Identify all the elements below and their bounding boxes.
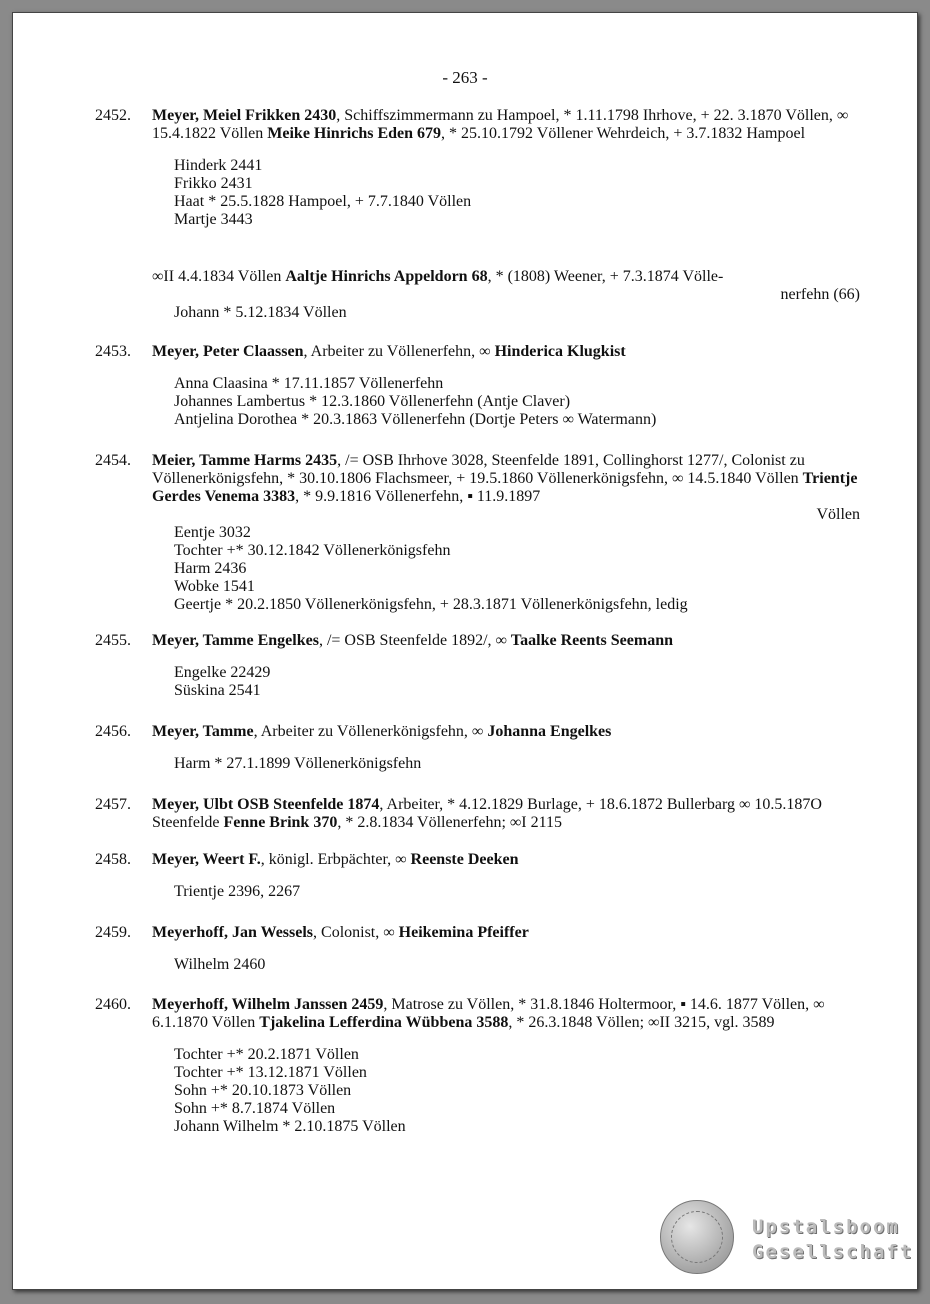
child-item: Wilhelm 2460 [174, 956, 266, 973]
entry-heading [152, 452, 860, 506]
entry-text: , * (1808) Weener, + 7.3.1874 Völle- [487, 268, 724, 285]
seal-inner-ring [671, 1211, 723, 1263]
person-name: Meyer, Weert F. [152, 851, 261, 868]
child-item: Haat * 25.5.1828 Hampoel, + 7.7.1840 Völlen [174, 193, 472, 210]
logo-line-2: Gesellschaft [752, 1241, 914, 1263]
entry-text: , * 25.10.1792 Völlener Wehrdeich, + 3.7.1832 Hampoel [441, 125, 806, 142]
person-name: Meyerhoff, Jan Wessels [152, 924, 314, 941]
entry-text: , /= OSB Steenfelde 1892/, ∞ [318, 632, 511, 649]
entry-continuation: Völlen [816, 506, 860, 523]
entry-heading [152, 343, 860, 361]
entry-heading [152, 723, 860, 741]
children-list [174, 755, 860, 773]
entry-heading [152, 796, 860, 832]
children-list [174, 664, 860, 700]
entry-number: 2455. [95, 632, 131, 649]
child-item: Trientje 2396, 2267 [174, 883, 301, 900]
entry-text: , Schiffszimmermann zu Hampoel, * 1.11.1798 Ihrhove, + 22. 3.1870 Völlen, ∞ 15.4.1822 Völlen [152, 107, 849, 142]
person-name: Taalke Reents Seemann [510, 632, 674, 649]
entry-text: , * 2.8.1834 Völlenerfehn; ∞I 2115 [337, 814, 563, 831]
person-name: Meyerhoff, Wilhelm Janssen 2459 [152, 996, 384, 1013]
entry-heading [152, 924, 860, 942]
entry-number: 2456. [95, 723, 131, 740]
logo-line-1: Upstalsboom [752, 1216, 900, 1238]
seal-logo [660, 1200, 734, 1274]
entry-text: , * 9.9.1816 Völlenerfehn, ▪ 11.9.1897 [295, 488, 541, 505]
person-name: Aaltje Hinrichs Appeldorn 68 [285, 268, 488, 285]
entry [95, 452, 860, 614]
child-item: Tochter +* 13.12.1871 Völlen [174, 1064, 367, 1081]
page-number: - 263 - [442, 68, 488, 87]
person-name: Tjakelina Lefferdina Wübbena 3588 [259, 1014, 509, 1031]
child-item: Johann Wilhelm * 2.10.1875 Völlen [174, 1118, 406, 1135]
entry-text: , königl. Erbpächter, ∞ [260, 851, 411, 868]
child-item: Sohn +* 8.7.1874 Völlen [174, 1100, 336, 1117]
entry-number: 2454. [95, 452, 131, 469]
child-item: Engelke 22429 [174, 664, 271, 681]
entry-number: 2459. [95, 924, 131, 941]
entry-text: ∞II 4.4.1834 Völlen [152, 268, 286, 285]
child-item: Harm 2436 [174, 560, 247, 577]
entry-text: , Colonist, ∞ [313, 924, 399, 941]
entry-number: 2457. [95, 796, 131, 813]
person-name: Meyer, Tamme [152, 723, 254, 740]
society-logo [752, 1215, 912, 1265]
entry-number: 2458. [95, 851, 131, 868]
entry [95, 107, 860, 229]
children-list [174, 883, 860, 901]
child-item: Johann * 5.12.1834 Völlen [174, 304, 347, 321]
entry [95, 632, 860, 700]
child-item: Johannes Lambertus * 12.3.1860 Völlenerfehn (Antje Claver) [174, 393, 571, 410]
entry-number: 2460. [95, 996, 131, 1013]
children-list [174, 304, 860, 322]
person-name: Heikemina Pfeiffer [398, 924, 529, 941]
person-name: Trientje Gerdes Venema 3383 [152, 470, 858, 505]
entry [95, 996, 860, 1136]
entry [95, 851, 860, 901]
children-list [174, 1046, 860, 1136]
entry-text: , Matrose zu Völlen, * 31.8.1846 Holtermoor, ▪ 14.6. 1877 Völlen, ∞ 6.1.1870 Völlen [152, 996, 825, 1031]
entry [95, 343, 860, 429]
child-item: Anna Claasina * 17.11.1857 Völlenerfehn [174, 375, 444, 392]
child-item: Eentje 3032 [174, 524, 251, 541]
entry-text: , Arbeiter, * 4.12.1829 Burlage, + 18.6.1872 Bullerbarg ∞ 10.5.187O Steenfelde [152, 796, 822, 831]
person-name: Meyer, Tamme Engelkes [152, 632, 319, 649]
child-item: Hinderk 2441 [174, 157, 263, 174]
person-name: Meier, Tamme Harms 2435 [152, 452, 338, 469]
child-item: Wobke 1541 [174, 578, 255, 595]
child-item: Antjelina Dorothea * 20.3.1863 Völlenerfehn (Dortje Peters ∞ Watermann) [174, 411, 657, 428]
children-list [174, 157, 860, 229]
person-name: Hinderica Klugkist [494, 343, 626, 360]
entry-heading [152, 268, 860, 286]
children-list [174, 524, 860, 614]
entry-number: 2452. [95, 107, 131, 124]
entry-heading [152, 632, 860, 650]
child-item: Harm * 27.1.1899 Völlenerkönigsfehn [174, 755, 422, 772]
person-name: Johanna Engelkes [487, 723, 612, 740]
person-name: Reenste Deeken [410, 851, 519, 868]
entry-text: , * 26.3.1848 Völlen; ∞II 3215, vgl. 3589 [508, 1014, 775, 1031]
entry-text: , Arbeiter zu Völlenerfehn, ∞ [303, 343, 495, 360]
entry-heading [152, 107, 860, 143]
child-item: Tochter +* 20.2.1871 Völlen [174, 1046, 359, 1063]
child-item: Martje 3443 [174, 211, 253, 228]
entry-text: , Arbeiter zu Völlenerkönigsfehn, ∞ [253, 723, 488, 740]
entry-heading [152, 851, 860, 869]
person-name: Meyer, Meiel Frikken 2430 [152, 107, 337, 124]
entry [95, 796, 860, 832]
entry [95, 723, 860, 773]
child-item: Süskina 2541 [174, 682, 261, 699]
person-name: Meyer, Ulbt OSB Steenfelde 1874 [152, 796, 380, 813]
child-item: Frikko 2431 [174, 175, 253, 192]
entry-number: 2453. [95, 343, 131, 360]
entry [95, 924, 860, 974]
children-list [174, 375, 860, 429]
child-item: Sohn +* 20.10.1873 Völlen [174, 1082, 352, 1099]
entry-heading [152, 996, 860, 1032]
entry [95, 268, 860, 322]
person-name: Fenne Brink 370 [223, 814, 338, 831]
person-name: Meike Hinrichs Eden 679 [267, 125, 442, 142]
child-item: Tochter +* 30.12.1842 Völlenerkönigsfehn [174, 542, 451, 559]
child-item: Geertje * 20.2.1850 Völlenerkönigsfehn, + 28.3.1871 Völlenerkönigsfehn, ledig [174, 596, 688, 613]
entry-continuation: nerfehn (66) [780, 286, 860, 303]
entry-text: , /= OSB Ihrhove 3028, Steenfelde 1891, Collinghorst 1277/, Colonist zu Völlenerkönigsfehn, * 30.10.1806 Flachsmeer, + 19.5.1860 Völlenerkönigsfehn, ∞ 14.5.1840 Völlen [152, 452, 805, 487]
children-list [174, 956, 860, 974]
person-name: Meyer, Peter Claassen [152, 343, 304, 360]
